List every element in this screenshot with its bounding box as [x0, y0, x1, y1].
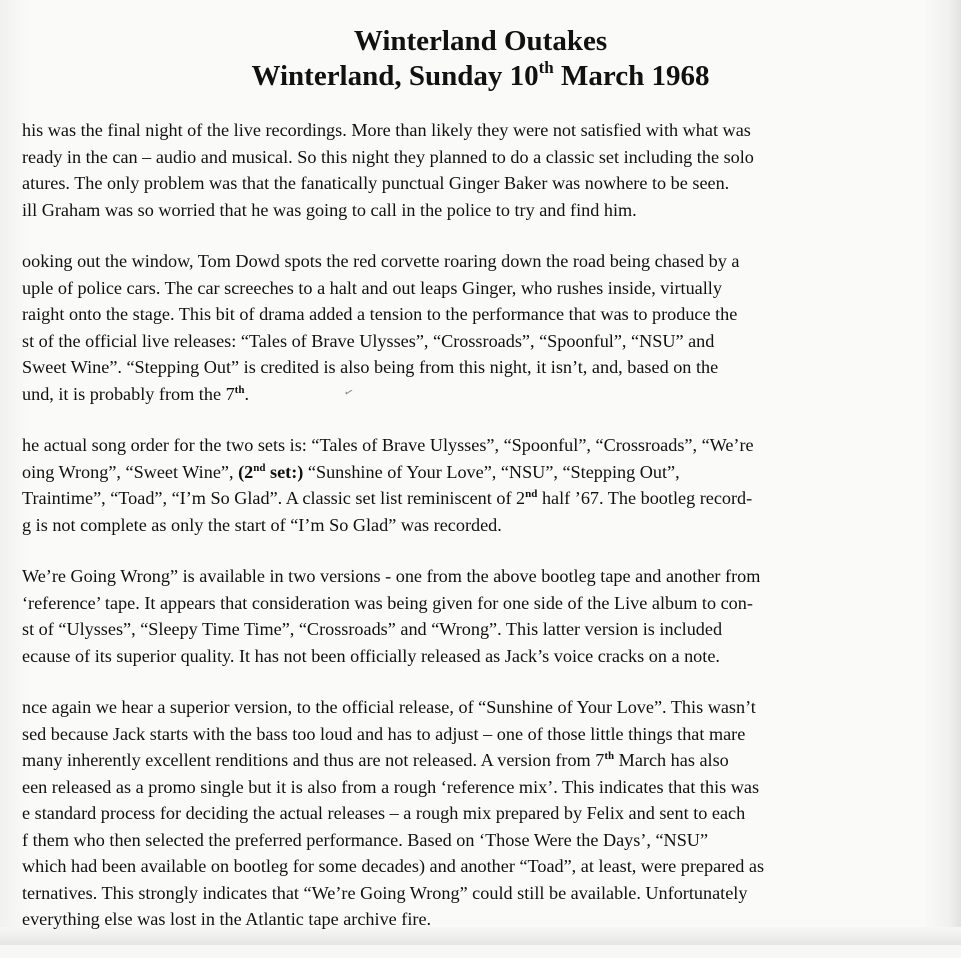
text-line	[22, 563, 944, 590]
text-line	[22, 694, 944, 721]
text-line	[22, 800, 944, 827]
set-marker-open: (2	[238, 461, 254, 482]
text-line	[22, 721, 944, 748]
text-line	[22, 301, 944, 328]
ordinal-suffix: th	[234, 383, 245, 396]
line-text: he actual song order for the two sets is: “Tales of Brave Ulysses”, “Spoonful”, “Crossroads”, “We’re	[22, 435, 754, 455]
line-text: his was the final night of the live recordings. More than likely they were not satisfied with what was	[22, 120, 751, 140]
paragraph	[22, 563, 944, 669]
text-line	[22, 827, 944, 854]
line-text: g is not complete as only the start of “I’m So Glad” was recorded.	[22, 514, 502, 535]
ordinal-suffix: nd	[253, 461, 266, 474]
paragraph	[22, 117, 944, 223]
ordinal-suffix: th	[604, 750, 615, 762]
title-block	[0, 24, 961, 94]
text-line	[22, 459, 944, 486]
line-text: ready in the can – audio and musical. So this night they planned to do a classic set including the solo	[22, 146, 754, 167]
line-text: everything else was lost in the Atlantic tape archive fire.	[22, 909, 432, 929]
line-text-after: “Sunshine of Your Love”, “NSU”, “Stepping Out”,	[303, 461, 680, 482]
line-text: st of the official live releases: “Tales of Brave Ulysses”, “Crossroads”, “Spoonful”, “NSU” and	[22, 330, 715, 351]
line-text: st of “Ulysses”, “Sleepy Time Time”, “Crossroads” and “Wrong”. This latter version is included	[22, 619, 723, 639]
page-title: Winterland Outakes	[353, 25, 608, 57]
line-text: Sweet Wine”. “Stepping Out” is credited is also being from this night, it isn’t, and, based on the	[22, 357, 719, 377]
line-text: many inherently excellent renditions and thus are not released. A version from 7	[22, 750, 605, 770]
line-text: f them who then selected the preferred performance. Based on ‘Those Were the Days’, “NSU”	[22, 829, 709, 850]
subtitle-pre: Winterland, Sunday 10	[251, 60, 539, 92]
line-text: een released as a promo single but it is also from a rough ‘reference mix’. This indicates that this was	[22, 776, 760, 797]
line-text: Traintime”, “Toad”, “I’m So Glad”. A classic set list reminiscent of 2	[22, 488, 526, 508]
text-line	[22, 485, 944, 512]
text-line	[22, 381, 944, 408]
text-line	[22, 144, 944, 171]
line-text: ecause of its superior quality. It has not been officially released as Jack’s voice cracks on a note.	[22, 645, 720, 666]
line-text: which had been available on bootleg for some decades) and another “Toad”, at least, were prepared as	[22, 856, 765, 876]
line-text: ill Graham was so worried that he was going to call in the police to try and find him.	[22, 199, 637, 220]
page-subtitle	[0, 59, 961, 94]
line-text-after: half ’67. The bootleg record-	[537, 488, 753, 508]
text-line	[22, 643, 944, 670]
text-line	[22, 880, 944, 907]
text-line	[22, 590, 944, 617]
text-line	[22, 853, 944, 880]
text-line	[22, 432, 944, 459]
subtitle-sup: th	[538, 58, 554, 77]
line-text: We’re Going Wrong” is available in two versions - one from the above bootleg tape and another from	[22, 566, 761, 586]
line-text: uple of police cars. The car screeches to a halt and out leaps Ginger, who rushes inside, virtually	[22, 277, 722, 298]
text-line	[22, 747, 944, 774]
line-text: oing Wrong”, “Sweet Wine”,	[22, 461, 239, 482]
ordinal-suffix: nd	[525, 488, 538, 500]
set-marker	[238, 462, 303, 482]
text-line	[22, 248, 944, 275]
line-text: raight onto the stage. This bit of drama added a tension to the performance that was to produce the	[22, 304, 738, 324]
text-line	[22, 197, 944, 224]
paragraph	[22, 432, 944, 538]
paragraph	[22, 248, 944, 407]
line-text: sed because Jack starts with the bass too loud and has to adjust – one of those little things that mare	[22, 723, 746, 744]
page-right-edge	[947, 0, 961, 945]
text-line	[22, 512, 944, 539]
text-line	[22, 616, 944, 643]
line-text: und, it is probably from the 7	[22, 383, 235, 404]
line-text: ternatives. This strongly indicates that “We’re Going Wrong” could still be available. Unfortunately	[22, 882, 748, 903]
set-marker-close: set:)	[265, 461, 304, 482]
text-line	[22, 117, 944, 144]
line-text: nce again we hear a superior version, to the official release, of “Sunshine of Your Love”. This wasn’t	[22, 697, 756, 717]
text-line	[22, 774, 944, 801]
line-text: ‘reference’ tape. It appears that consideration was being given for one side of the Live album to con-	[22, 592, 753, 613]
text-line	[22, 170, 944, 197]
text-line	[22, 275, 944, 302]
line-text-after: March has also	[614, 750, 729, 770]
text-line	[22, 328, 944, 355]
subtitle-post: March 1968	[553, 60, 710, 92]
body-text	[22, 117, 944, 958]
paragraph	[22, 694, 944, 933]
line-text: e standard process for deciding the actual releases – a rough mix prepared by Felix and sent to each	[22, 803, 746, 823]
text-line	[22, 354, 944, 381]
text-line	[22, 906, 944, 933]
line-text-after: .	[244, 383, 249, 404]
pencil-tick-mark: ✓	[342, 385, 355, 401]
line-text: atures. The only problem was that the fanatically punctual Ginger Baker was nowhere to be seen.	[22, 173, 730, 193]
line-text: ooking out the window, Tom Dowd spots the red corvette roaring down the road being chased by a	[22, 251, 740, 271]
